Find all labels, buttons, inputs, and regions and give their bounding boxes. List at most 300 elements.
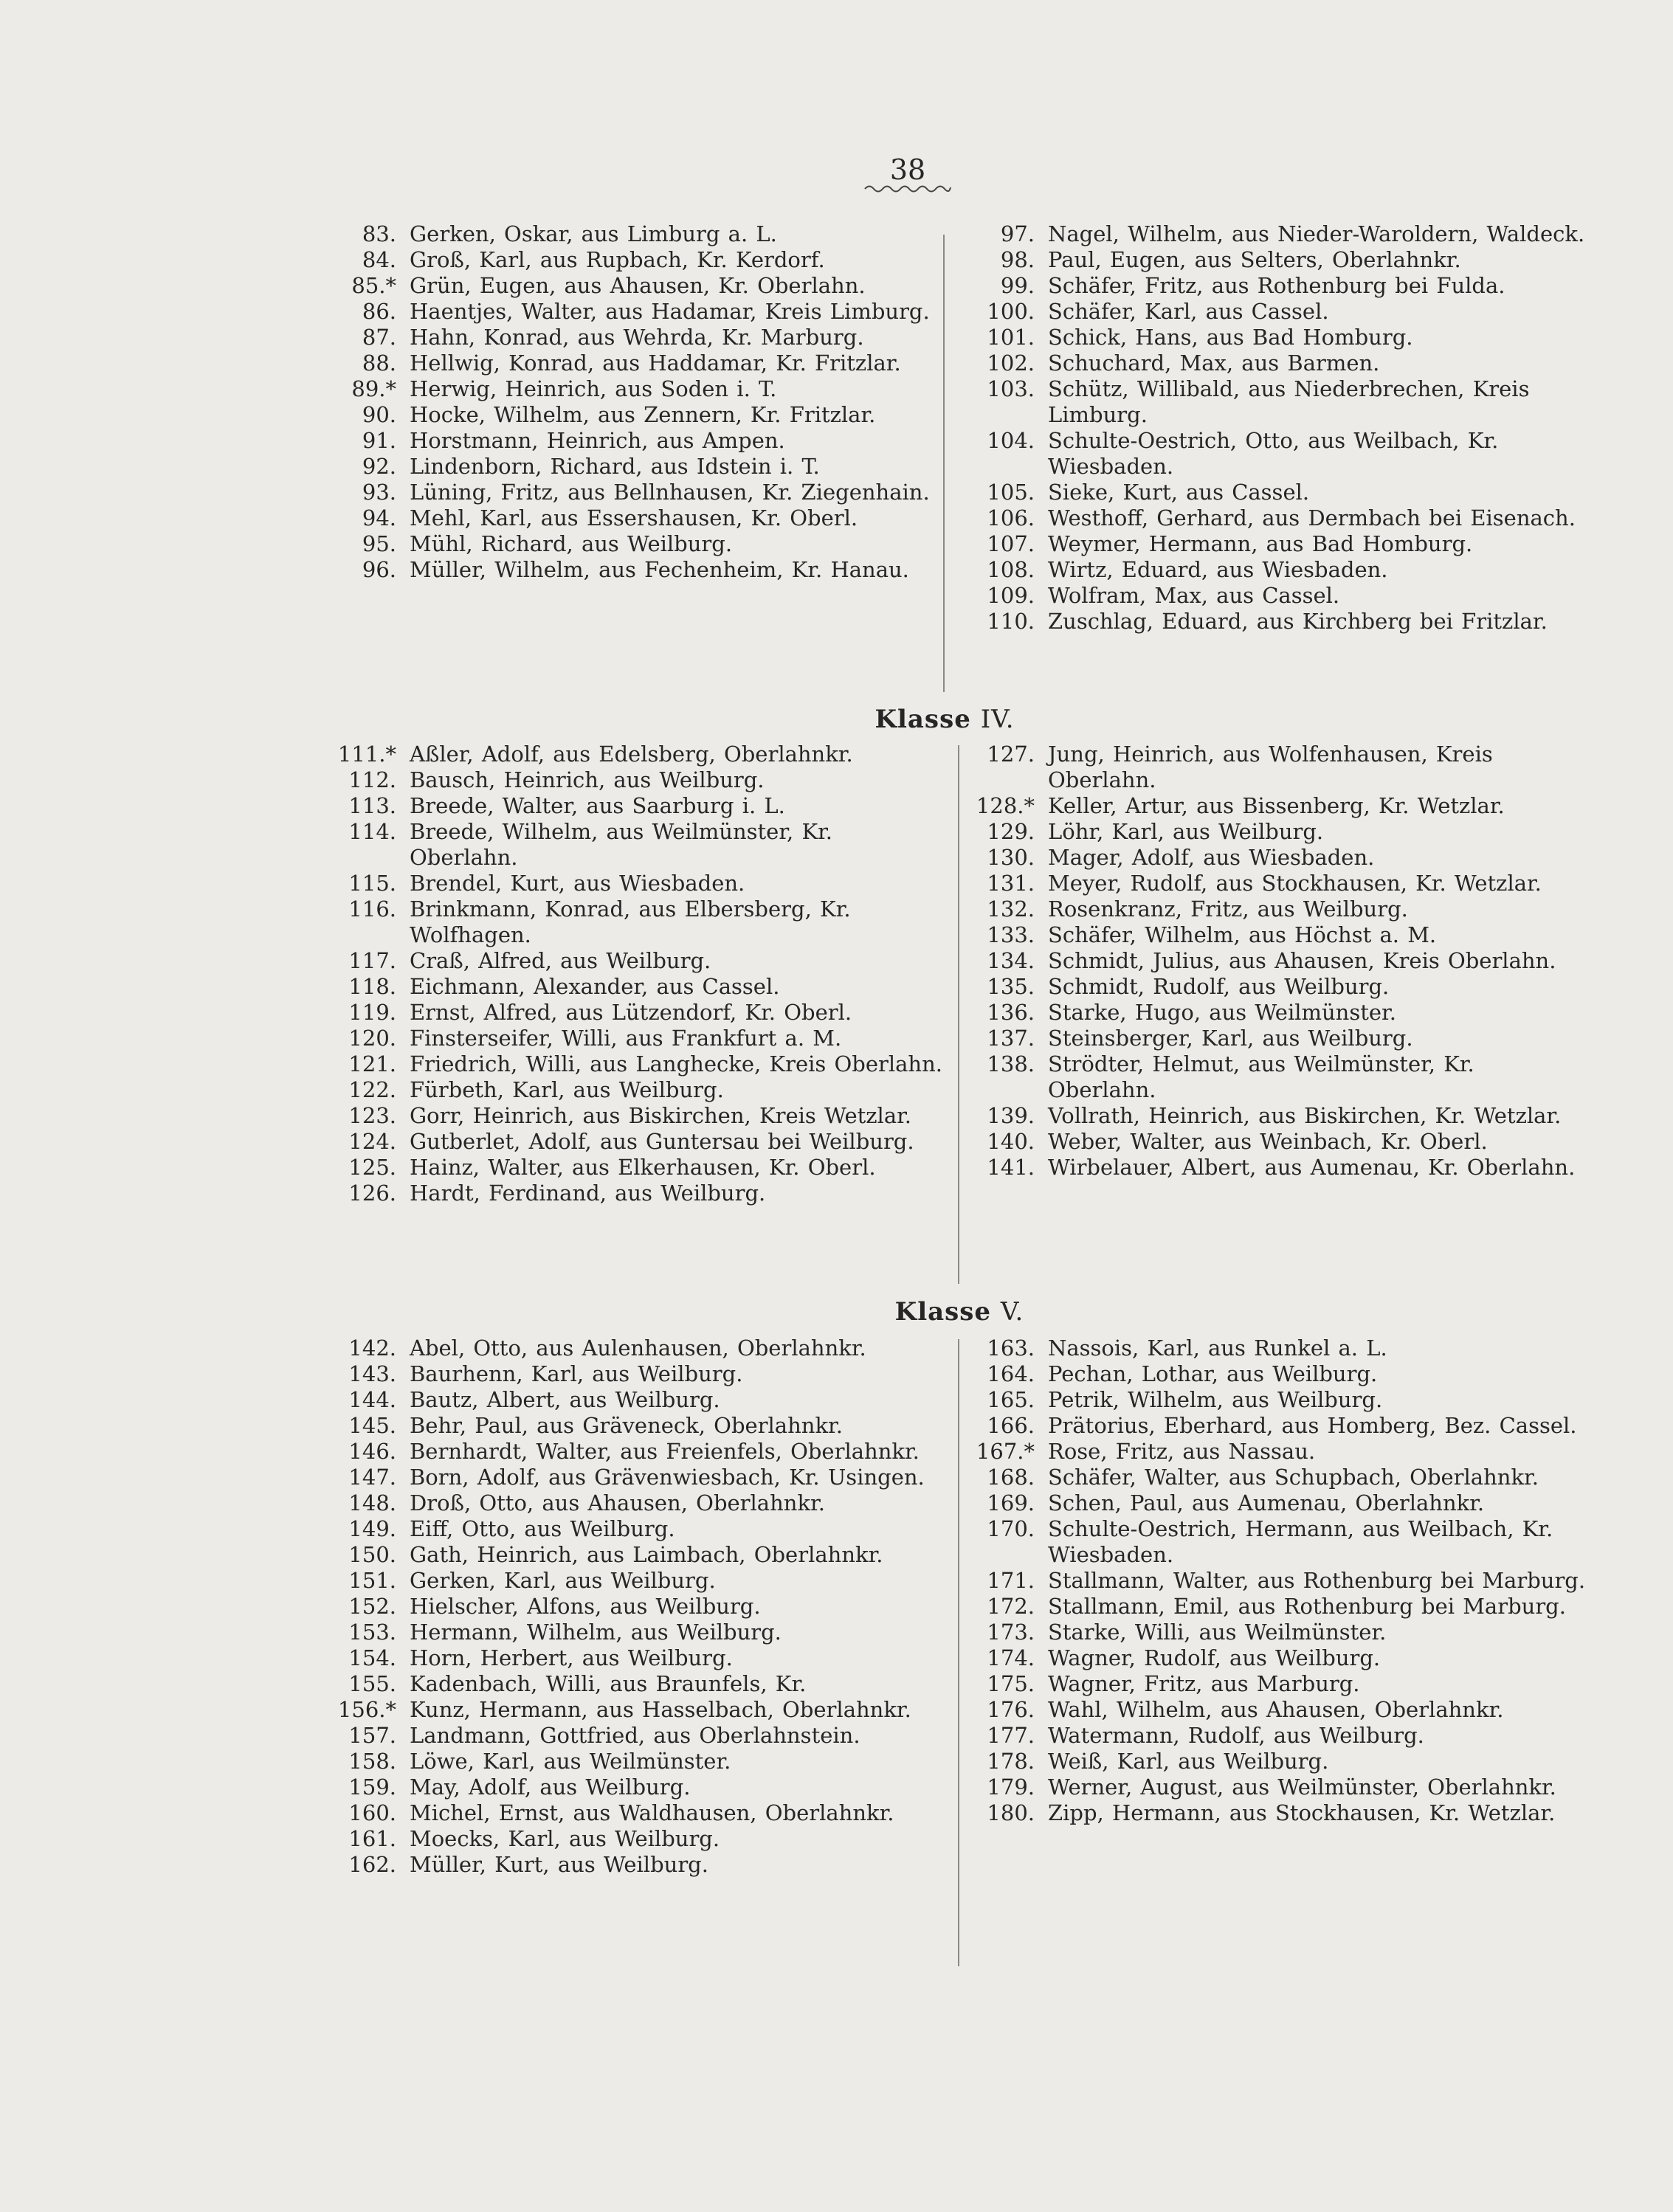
list-entry xyxy=(336,480,948,505)
entry-text: Stallmann, Emil, aus Rothenburg bei Marburg. xyxy=(1048,1594,1566,1619)
entry-text: Brendel, Kurt, aus Wiesbaden. xyxy=(410,871,745,896)
entry-text: Gath, Heinrich, aus Laimbach, Oberlahnkr. xyxy=(410,1542,883,1567)
list-entry xyxy=(336,1361,948,1387)
entry-number: 103. xyxy=(987,376,1035,401)
entry-number: 155. xyxy=(348,1671,396,1696)
entry-number: 117. xyxy=(348,948,396,973)
entry-text: Baurhenn, Karl, aus Weilburg. xyxy=(410,1361,743,1386)
entry-number: 180. xyxy=(987,1800,1035,1825)
entry-number: 169. xyxy=(987,1490,1035,1515)
list-entry xyxy=(974,583,1587,609)
entry-text: Löhr, Karl, aus Weilburg. xyxy=(1048,819,1324,844)
list-entry xyxy=(974,1749,1587,1774)
section-heading-klasse-v xyxy=(738,1297,1181,1327)
entry-text: Gerken, Oskar, aus Limburg a. L. xyxy=(410,221,777,246)
list-entry xyxy=(974,325,1587,350)
section-top-left-column xyxy=(336,221,948,583)
entry-text: Wirbelauer, Albert, aus Aumenau, Kr. Oberlahn. xyxy=(1048,1155,1576,1180)
list-entry xyxy=(336,505,948,531)
list-entry xyxy=(974,247,1587,273)
list-entry xyxy=(974,1465,1587,1490)
list-entry xyxy=(974,974,1587,1000)
entry-number: 89.* xyxy=(351,376,396,401)
entry-text: Starke, Willi, aus Weilmünster. xyxy=(1048,1620,1387,1645)
entry-text: Kunz, Hermann, aus Hasselbach, Oberlahnkr. xyxy=(410,1697,911,1722)
entry-number: 130. xyxy=(987,845,1035,870)
entry-text: Zipp, Hermann, aus Stockhausen, Kr. Wetzlar. xyxy=(1048,1800,1556,1825)
list-entry xyxy=(336,1697,948,1723)
entry-text: Steinsberger, Karl, aus Weilburg. xyxy=(1048,1026,1413,1051)
entry-number: 115. xyxy=(348,871,396,896)
entry-text: Weymer, Hermann, aus Bad Homburg. xyxy=(1048,531,1473,556)
list-entry xyxy=(336,325,948,350)
list-entry xyxy=(974,299,1587,325)
list-entry xyxy=(336,896,948,948)
list-entry xyxy=(336,1129,948,1155)
list-entry xyxy=(974,1800,1587,1826)
list-entry xyxy=(336,376,948,402)
entry-number: 149. xyxy=(348,1516,396,1541)
list-entry xyxy=(336,1465,948,1490)
entry-number: 136. xyxy=(987,1000,1035,1025)
entry-number: 132. xyxy=(987,896,1035,922)
list-entry xyxy=(336,1026,948,1051)
entry-text: Bernhardt, Walter, aus Freienfels, Oberlahnkr. xyxy=(410,1439,920,1464)
list-entry xyxy=(974,896,1587,922)
list-entry xyxy=(336,1387,948,1413)
entry-text: Friedrich, Willi, aus Langhecke, Kreis Oberlahn. xyxy=(410,1051,942,1076)
list-entry xyxy=(974,1155,1587,1181)
entry-text: Ernst, Alfred, aus Lützendorf, Kr. Oberl. xyxy=(410,1000,852,1025)
entry-number: 90. xyxy=(362,402,396,427)
entry-number: 100. xyxy=(987,299,1035,324)
entry-number: 95. xyxy=(362,531,396,556)
entry-number: 162. xyxy=(348,1852,396,1877)
entry-text: Mühl, Richard, aus Weilburg. xyxy=(410,531,733,556)
list-entry xyxy=(974,428,1587,480)
list-entry xyxy=(336,273,948,299)
list-entry xyxy=(974,376,1587,428)
entry-text: Horn, Herbert, aus Weilburg. xyxy=(410,1645,733,1670)
list-entry xyxy=(336,1568,948,1594)
list-entry xyxy=(974,1387,1587,1413)
list-entry xyxy=(974,1026,1587,1051)
list-entry xyxy=(974,1103,1587,1129)
entry-number: 138. xyxy=(987,1051,1035,1076)
entry-number: 111.* xyxy=(337,742,396,767)
entry-text: Hielscher, Alfons, aus Weilburg. xyxy=(410,1594,761,1619)
entry-text: Wirtz, Eduard, aus Wiesbaden. xyxy=(1048,557,1388,582)
list-entry xyxy=(974,557,1587,583)
entry-text: Müller, Wilhelm, aus Fechenheim, Kr. Hanau. xyxy=(410,557,909,582)
entry-text: Moecks, Karl, aus Weilburg. xyxy=(410,1826,720,1851)
list-entry xyxy=(336,454,948,480)
list-entry xyxy=(336,402,948,428)
list-entry xyxy=(974,609,1587,635)
entry-number: 94. xyxy=(362,505,396,530)
entry-number: 176. xyxy=(987,1697,1035,1722)
entry-text: Abel, Otto, aus Aulenhausen, Oberlahnkr. xyxy=(410,1335,866,1361)
entry-text: Hermann, Wilhelm, aus Weilburg. xyxy=(410,1620,782,1645)
list-entry xyxy=(974,1516,1587,1568)
list-entry xyxy=(974,505,1587,531)
entry-number: 96. xyxy=(362,557,396,582)
entry-number: 98. xyxy=(1000,247,1035,272)
entry-number: 134. xyxy=(987,948,1035,973)
entry-number: 159. xyxy=(348,1774,396,1800)
entry-text: Vollrath, Heinrich, aus Biskirchen, Kr. Wetzlar. xyxy=(1048,1103,1562,1128)
entry-text: Herwig, Heinrich, aus Soden i. T. xyxy=(410,376,777,401)
list-entry xyxy=(336,1077,948,1103)
list-entry xyxy=(974,1000,1587,1026)
list-entry xyxy=(974,350,1587,376)
entry-text: Nagel, Wilhelm, aus Nieder-Waroldern, Waldeck. xyxy=(1048,221,1585,246)
list-entry xyxy=(336,1413,948,1439)
entry-text: Breede, Walter, aus Saarburg i. L. xyxy=(410,793,785,818)
list-entry xyxy=(974,922,1587,948)
list-entry xyxy=(336,1723,948,1749)
entry-text: Groß, Karl, aus Rupbach, Kr. Kerdorf. xyxy=(410,247,825,272)
entry-number: 105. xyxy=(987,480,1035,505)
entry-number: 114. xyxy=(348,819,396,844)
entry-number: 120. xyxy=(348,1026,396,1051)
entry-number: 173. xyxy=(987,1620,1035,1645)
list-entry xyxy=(974,793,1587,819)
section-v-right-column xyxy=(974,1335,1587,1826)
list-entry xyxy=(974,273,1587,299)
entry-text: Landmann, Gottfried, aus Oberlahnstein. xyxy=(410,1723,860,1748)
entry-text: Craß, Alfred, aus Weilburg. xyxy=(410,948,711,973)
list-entry xyxy=(336,819,948,871)
list-entry xyxy=(336,793,948,819)
entry-number: 171. xyxy=(987,1568,1035,1593)
entry-number: 163. xyxy=(987,1335,1035,1361)
entry-text: Petrik, Wilhelm, aus Weilburg. xyxy=(1048,1387,1383,1412)
entry-number: 140. xyxy=(987,1129,1035,1154)
entry-number: 108. xyxy=(987,557,1035,582)
entry-text: Gorr, Heinrich, aus Biskirchen, Kreis Wetzlar. xyxy=(410,1103,912,1128)
entry-text: Mager, Adolf, aus Wiesbaden. xyxy=(1048,845,1375,870)
entry-number: 148. xyxy=(348,1490,396,1515)
entry-number: 99. xyxy=(1000,273,1035,298)
entry-number: 144. xyxy=(348,1387,396,1412)
entry-number: 137. xyxy=(987,1026,1035,1051)
entry-number: 127. xyxy=(987,742,1035,767)
entry-text: Gerken, Karl, aus Weilburg. xyxy=(410,1568,716,1593)
entry-text: Hellwig, Konrad, aus Haddamar, Kr. Fritzlar. xyxy=(410,350,901,376)
entry-number: 158. xyxy=(348,1749,396,1774)
entry-text: Haentjes, Walter, aus Hadamar, Kreis Limburg. xyxy=(410,299,930,324)
list-entry xyxy=(336,1671,948,1697)
entry-number: 161. xyxy=(348,1826,396,1851)
list-entry xyxy=(336,221,948,247)
entry-number: 101. xyxy=(987,325,1035,350)
list-entry xyxy=(974,1129,1587,1155)
list-entry xyxy=(336,247,948,273)
list-entry xyxy=(974,1620,1587,1645)
entry-text: Schmidt, Julius, aus Ahausen, Kreis Oberlahn. xyxy=(1048,948,1556,973)
entry-text: Lüning, Fritz, aus Bellnhausen, Kr. Ziegenhain. xyxy=(410,480,930,505)
list-entry xyxy=(974,1723,1587,1749)
entry-number: 166. xyxy=(987,1413,1035,1438)
list-entry xyxy=(336,1439,948,1465)
list-entry xyxy=(974,221,1587,247)
entry-text: Horstmann, Heinrich, aus Ampen. xyxy=(410,428,785,453)
entry-text: Gutberlet, Adolf, aus Guntersau bei Weilburg. xyxy=(410,1129,914,1154)
entry-text: Prätorius, Eberhard, aus Homberg, Bez. Cassel. xyxy=(1048,1413,1577,1438)
entry-text: Pechan, Lothar, aus Weilburg. xyxy=(1048,1361,1378,1386)
list-entry xyxy=(336,1749,948,1774)
section-klasse-v xyxy=(336,1335,1590,1985)
entry-text: Schmidt, Rudolf, aus Weilburg. xyxy=(1048,974,1390,999)
list-entry xyxy=(974,480,1587,505)
entry-number: 84. xyxy=(362,247,396,272)
list-entry xyxy=(974,845,1587,871)
entry-number: 165. xyxy=(987,1387,1035,1412)
entry-text: Wagner, Fritz, aus Marburg. xyxy=(1048,1671,1360,1696)
entry-number: 172. xyxy=(987,1594,1035,1619)
entry-text: Schäfer, Fritz, aus Rothenburg bei Fulda. xyxy=(1048,273,1505,298)
entry-number: 85.* xyxy=(351,273,396,298)
list-entry xyxy=(974,531,1587,557)
entry-text: Schäfer, Walter, aus Schupbach, Oberlahnkr. xyxy=(1048,1465,1539,1490)
entry-text: Hocke, Wilhelm, aus Zennern, Kr. Fritzlar. xyxy=(410,402,876,427)
entry-text: Müller, Kurt, aus Weilburg. xyxy=(410,1852,708,1877)
list-entry xyxy=(336,1594,948,1620)
entry-text: Born, Adolf, aus Grävenwiesbach, Kr. Usingen. xyxy=(410,1465,925,1490)
list-entry xyxy=(336,557,948,583)
section-v-left-column xyxy=(336,1335,948,1878)
heading-roman: V. xyxy=(1000,1297,1024,1327)
entry-text: Wagner, Rudolf, aus Weilburg. xyxy=(1048,1645,1381,1670)
entry-number: 156.* xyxy=(337,1697,396,1722)
entry-text: May, Adolf, aus Weilburg. xyxy=(410,1774,691,1800)
list-entry xyxy=(974,1335,1587,1361)
entry-number: 167.* xyxy=(976,1439,1035,1464)
entry-number: 97. xyxy=(1000,221,1035,246)
entry-number: 152. xyxy=(348,1594,396,1619)
list-entry xyxy=(336,428,948,454)
entry-number: 129. xyxy=(987,819,1035,844)
entry-text: Westhoff, Gerhard, aus Dermbach bei Eisenach. xyxy=(1048,505,1576,530)
section-iv-left-column xyxy=(336,742,948,1206)
list-entry xyxy=(336,1826,948,1852)
entry-text: Schulte-Oestrich, Otto, aus Weilbach, Kr. Wiesbaden. xyxy=(1048,428,1499,479)
entry-number: 92. xyxy=(362,454,396,479)
entry-text: Stallmann, Walter, aus Rothenburg bei Marburg. xyxy=(1048,1568,1586,1593)
list-entry xyxy=(336,1181,948,1206)
entry-text: Keller, Artur, aus Bissenberg, Kr. Wetzlar. xyxy=(1048,793,1505,818)
entry-number: 125. xyxy=(348,1155,396,1180)
list-entry xyxy=(336,1155,948,1181)
entry-text: Kadenbach, Willi, aus Braunfels, Kr. xyxy=(410,1671,807,1696)
entry-number: 174. xyxy=(987,1645,1035,1670)
list-entry xyxy=(336,1542,948,1568)
page-number: 38 xyxy=(889,153,926,186)
entry-number: 153. xyxy=(348,1620,396,1645)
entry-number: 135. xyxy=(987,974,1035,999)
list-entry xyxy=(974,1594,1587,1620)
list-entry xyxy=(336,1852,948,1878)
entry-text: Eichmann, Alexander, aus Cassel. xyxy=(410,974,780,999)
section-heading-klasse-iv xyxy=(723,705,1166,734)
list-entry xyxy=(336,1103,948,1129)
entry-number: 151. xyxy=(348,1568,396,1593)
section-klasse-iv xyxy=(336,742,1590,1288)
heading-label: Klasse xyxy=(894,1297,992,1327)
list-entry xyxy=(974,1671,1587,1697)
entry-number: 145. xyxy=(348,1413,396,1438)
entry-text: Löwe, Karl, aus Weilmünster. xyxy=(410,1749,731,1774)
entry-number: 104. xyxy=(987,428,1035,453)
entry-number: 102. xyxy=(987,350,1035,376)
entry-text: Lindenborn, Richard, aus Idstein i. T. xyxy=(410,454,820,479)
section-top xyxy=(336,221,1590,708)
entry-number: 116. xyxy=(348,896,396,922)
list-entry xyxy=(336,1516,948,1542)
list-entry xyxy=(974,1361,1587,1387)
entry-number: 178. xyxy=(987,1749,1035,1774)
entry-number: 93. xyxy=(362,480,396,505)
entry-number: 87. xyxy=(362,325,396,350)
list-entry xyxy=(974,1645,1587,1671)
wavy-ornament xyxy=(863,182,952,193)
entry-number: 146. xyxy=(348,1439,396,1464)
entry-text: Zuschlag, Eduard, aus Kirchberg bei Fritzlar. xyxy=(1048,609,1548,634)
entry-text: Wahl, Wilhelm, aus Ahausen, Oberlahnkr. xyxy=(1048,1697,1504,1722)
entry-number: 133. xyxy=(987,922,1035,947)
list-entry xyxy=(336,1000,948,1026)
entry-number: 126. xyxy=(348,1181,396,1206)
entry-text: Hardt, Ferdinand, aus Weilburg. xyxy=(410,1181,766,1206)
entry-text: Hahn, Konrad, aus Wehrda, Kr. Marburg. xyxy=(410,325,864,350)
entry-text: Behr, Paul, aus Gräveneck, Oberlahnkr. xyxy=(410,1413,843,1438)
heading-label: Klasse xyxy=(875,705,971,734)
entry-text: Finsterseifer, Willi, aus Frankfurt a. M. xyxy=(410,1026,842,1051)
entry-text: Bausch, Heinrich, aus Weilburg. xyxy=(410,767,765,792)
entry-text: Schick, Hans, aus Bad Homburg. xyxy=(1048,325,1413,350)
entry-number: 124. xyxy=(348,1129,396,1154)
entry-text: Mehl, Karl, aus Essershausen, Kr. Oberl. xyxy=(410,505,858,530)
list-entry xyxy=(974,948,1587,974)
entry-number: 150. xyxy=(348,1542,396,1567)
entry-number: 131. xyxy=(987,871,1035,896)
entry-number: 112. xyxy=(348,767,396,792)
list-entry xyxy=(336,767,948,793)
heading-roman: IV. xyxy=(980,705,1015,734)
entry-text: Weiß, Karl, aus Weilburg. xyxy=(1048,1749,1329,1774)
list-entry xyxy=(974,819,1587,845)
list-entry xyxy=(974,1051,1587,1103)
list-entry xyxy=(336,974,948,1000)
entry-number: 86. xyxy=(362,299,396,324)
entry-number: 119. xyxy=(348,1000,396,1025)
list-entry xyxy=(336,742,948,767)
entry-number: 143. xyxy=(348,1361,396,1386)
list-entry xyxy=(336,1645,948,1671)
list-entry xyxy=(336,1051,948,1077)
entry-number: 170. xyxy=(987,1516,1035,1541)
entry-text: Rosenkranz, Fritz, aus Weilburg. xyxy=(1048,896,1408,922)
entry-number: 177. xyxy=(987,1723,1035,1748)
entry-text: Meyer, Rudolf, aus Stockhausen, Kr. Wetzlar. xyxy=(1048,871,1542,896)
list-entry xyxy=(974,1490,1587,1516)
entry-number: 128.* xyxy=(976,793,1035,818)
entry-number: 160. xyxy=(348,1800,396,1825)
list-entry xyxy=(974,1774,1587,1800)
entry-number: 118. xyxy=(348,974,396,999)
entry-text: Schen, Paul, aus Aumenau, Oberlahnkr. xyxy=(1048,1490,1485,1515)
entry-text: Breede, Wilhelm, aus Weilmünster, Kr. Oberlahn. xyxy=(410,819,833,870)
entry-text: Nassois, Karl, aus Runkel a. L. xyxy=(1048,1335,1387,1361)
entry-number: 123. xyxy=(348,1103,396,1128)
list-entry xyxy=(336,871,948,896)
entry-text: Schütz, Willibald, aus Niederbrechen, Kreis Limburg. xyxy=(1048,376,1530,427)
entry-text: Brinkmann, Konrad, aus Elbersberg, Kr. Wolfhagen. xyxy=(410,896,851,947)
entry-number: 157. xyxy=(348,1723,396,1748)
entry-text: Weber, Walter, aus Weinbach, Kr. Oberl. xyxy=(1048,1129,1488,1154)
entry-text: Grün, Eugen, aus Ahausen, Kr. Oberlahn. xyxy=(410,273,866,298)
entry-text: Strödter, Helmut, aus Weilmünster, Kr. Oberlahn. xyxy=(1048,1051,1474,1102)
list-entry xyxy=(974,1568,1587,1594)
section-top-right-column xyxy=(974,221,1587,635)
section-iv-right-column xyxy=(974,742,1587,1181)
list-entry xyxy=(336,1774,948,1800)
list-entry xyxy=(336,1490,948,1516)
list-entry xyxy=(336,531,948,557)
entry-text: Schäfer, Karl, aus Cassel. xyxy=(1048,299,1329,324)
entry-text: Michel, Ernst, aus Waldhausen, Oberlahnkr. xyxy=(410,1800,894,1825)
entry-number: 168. xyxy=(987,1465,1035,1490)
entry-text: Watermann, Rudolf, aus Weilburg. xyxy=(1048,1723,1424,1748)
entry-number: 141. xyxy=(987,1155,1035,1180)
entry-number: 139. xyxy=(987,1103,1035,1128)
entry-number: 175. xyxy=(987,1671,1035,1696)
entry-text: Schuchard, Max, aus Barmen. xyxy=(1048,350,1380,376)
list-entry xyxy=(336,350,948,376)
entry-text: Starke, Hugo, aus Weilmünster. xyxy=(1048,1000,1396,1025)
entry-text: Bautz, Albert, aus Weilburg. xyxy=(410,1387,720,1412)
entry-number: 88. xyxy=(362,350,396,376)
list-entry xyxy=(974,1413,1587,1439)
entry-text: Rose, Fritz, aus Nassau. xyxy=(1048,1439,1316,1464)
entry-number: 179. xyxy=(987,1774,1035,1800)
entry-number: 106. xyxy=(987,505,1035,530)
entry-text: Fürbeth, Karl, aus Weilburg. xyxy=(410,1077,724,1102)
list-entry xyxy=(336,1800,948,1826)
entry-number: 109. xyxy=(987,583,1035,608)
entry-text: Jung, Heinrich, aus Wolfenhausen, Kreis Oberlahn. xyxy=(1048,742,1493,792)
entry-text: Droß, Otto, aus Ahausen, Oberlahnkr. xyxy=(410,1490,825,1515)
entry-number: 164. xyxy=(987,1361,1035,1386)
list-entry xyxy=(336,299,948,325)
entry-number: 147. xyxy=(348,1465,396,1490)
entry-number: 110. xyxy=(987,609,1035,634)
entry-number: 83. xyxy=(362,221,396,246)
entry-text: Aßler, Adolf, aus Edelsberg, Oberlahnkr. xyxy=(410,742,853,767)
entry-text: Paul, Eugen, aus Selters, Oberlahnkr. xyxy=(1048,247,1461,272)
entry-number: 154. xyxy=(348,1645,396,1670)
entry-number: 122. xyxy=(348,1077,396,1102)
list-entry xyxy=(974,1697,1587,1723)
entry-number: 91. xyxy=(362,428,396,453)
entry-text: Hainz, Walter, aus Elkerhausen, Kr. Oberl. xyxy=(410,1155,876,1180)
list-entry xyxy=(336,1335,948,1361)
entry-text: Sieke, Kurt, aus Cassel. xyxy=(1048,480,1310,505)
list-entry xyxy=(974,742,1587,793)
list-entry xyxy=(336,1620,948,1645)
entry-text: Eiff, Otto, aus Weilburg. xyxy=(410,1516,675,1541)
